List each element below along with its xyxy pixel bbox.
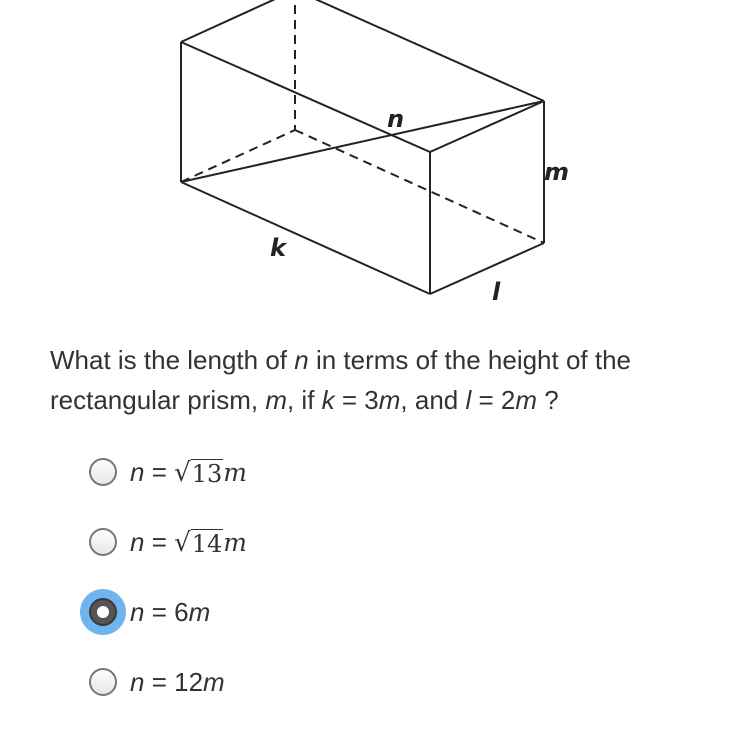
diagonal-n xyxy=(181,101,544,182)
label-l: l xyxy=(492,278,501,306)
answer-option-a-text: n = √ 13 m xyxy=(130,456,247,488)
radio-button-d[interactable] xyxy=(80,659,126,705)
square-root: √ 13 xyxy=(174,457,223,488)
hidden-edge xyxy=(181,130,295,182)
rectangular-prism-figure xyxy=(0,0,750,320)
prism-edge xyxy=(181,182,430,294)
prism-edge xyxy=(430,243,544,294)
prism-edge xyxy=(295,0,544,101)
answer-option-d[interactable] xyxy=(80,657,480,707)
radio-button-b[interactable] xyxy=(80,519,126,565)
radio-button-a[interactable] xyxy=(80,449,126,495)
answer-option-b[interactable] xyxy=(80,517,480,567)
answer-option-b-text: n = √ 14 m xyxy=(130,526,247,558)
question-text: What is the length of n in terms of the height of the rectangular prism, m, if k = 3m, and l = 2m ? xyxy=(50,345,632,415)
label-m: m xyxy=(544,158,570,186)
answer-option-c[interactable] xyxy=(80,587,480,637)
radio-button-c-selected[interactable] xyxy=(80,589,126,635)
answer-option-d-text: n = 12 m xyxy=(130,666,225,697)
label-k: k xyxy=(270,234,286,262)
answer-option-c-text: n = 6 m xyxy=(130,596,211,627)
prism-edge xyxy=(430,101,544,152)
prism-edge xyxy=(181,0,295,42)
square-root: √ 14 xyxy=(174,527,223,558)
answer-option-a[interactable] xyxy=(80,447,480,497)
label-n: n xyxy=(387,105,405,133)
